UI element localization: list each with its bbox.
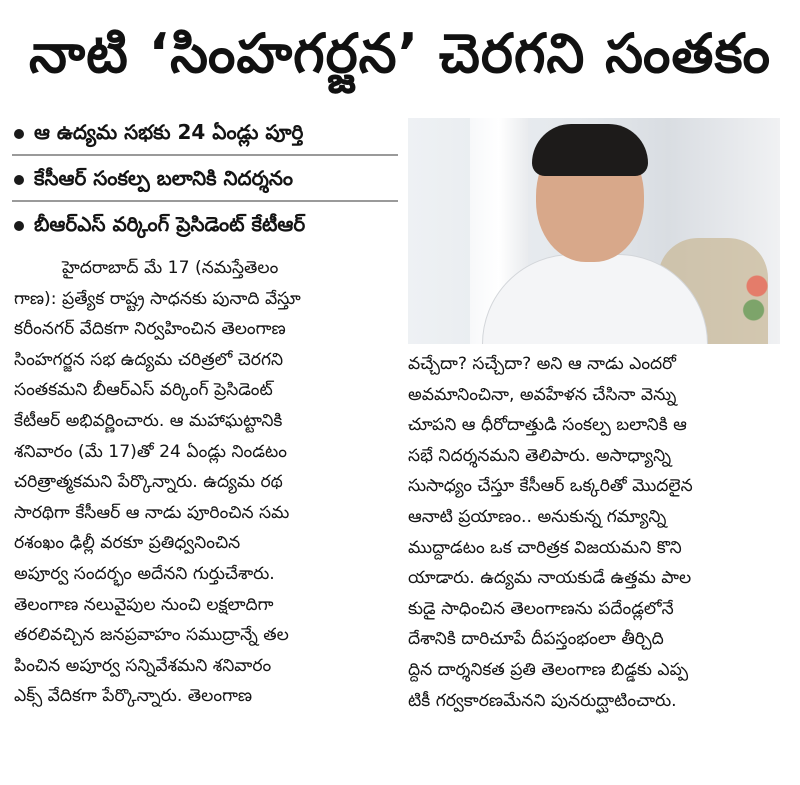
article-line: సుసాధ్యం చేస్తూ కేసీఆర్ ఒక్కరితో మొదలైన [408, 476, 693, 497]
article-line: అపూర్వ సందర్భం అదేనని గుర్తుచేశారు. [14, 563, 275, 584]
article-column-left [14, 253, 398, 712]
article-line: కేటీఆర్ అభివర్ణించారు. ఆ మహాఘట్టానికి [14, 410, 283, 431]
article-line: దేశానికి దారిచూపే దీపస్తంభంలా తీర్చిది [408, 629, 664, 650]
bullet-dot-icon [14, 175, 24, 185]
bullet-dot-icon [14, 221, 24, 231]
article-line: హైదరాబాద్ మే 17 (నమస్తేతెలం [62, 258, 279, 278]
article-line: ద్దిన దార్శనికత ప్రతి తెలంగాణ బిడ్డకు ఎప్ప [408, 659, 689, 680]
bullet-dot-icon [14, 129, 24, 139]
bullet-item [12, 160, 398, 202]
article-line: చూపని ఆ ధీరోదాత్తుడి సంకల్ప బలానికి ఆ [408, 415, 687, 436]
bullet-text: ఆ ఉద్యమ సభకు 24 ఏండ్లు పూర్తి [34, 119, 304, 144]
article-line: సంతకమని బీఆర్ఎస్ వర్కింగ్ ప్రెసిడెంట్ [14, 380, 273, 401]
article-line: ముద్దాడటం ఒక చారిత్రక విజయమని కొని [408, 537, 682, 558]
article-line: సభే నిదర్శనమని తెలిపారు. అసాధ్యాన్ని [408, 445, 672, 466]
article-line: అవమానించినా, అవహేళన చేసినా వెన్ను [408, 384, 677, 405]
article-line: టికీ గర్వకారణమేనని పునరుద్ఘాటించారు. [408, 690, 677, 711]
article-line: పించిన అపూర్వ సన్నివేశమని శనివారం [14, 655, 272, 676]
flowers-shape [740, 268, 774, 328]
portrait-photo [408, 118, 780, 344]
article-line: యాడారు. ఉద్యమ నాయకుడే ఉత్తమ పాల [408, 568, 692, 589]
headline: నాటి ‘సింహగర్జన’ చెరగని సంతకం [28, 22, 771, 85]
article-line: తరలివచ్చిన జనప్రవాహం సముద్రాన్నే తల [14, 625, 289, 646]
article-line: రశంఖం ఢిల్లీ వరకూ ప్రతిధ్వనించిన [14, 533, 241, 554]
bullet-text: బీఆర్ఎస్ వర్కింగ్ ప్రెసిడెంట్ కేటీఆర్ [34, 211, 306, 236]
article-line: శనివారం (మే 17)తో 24 ఏండ్లు నిండటం [14, 441, 287, 462]
article-line: గాణ): ప్రత్యేక రాష్ట్ర సాధనకు పునాది వేస్తూ [14, 288, 301, 309]
bullet-text: కేసీఆర్ సంకల్ప బలానికి నిదర్శనం [34, 165, 294, 190]
hair-shape [532, 124, 648, 176]
article-line: ఆనాటి ప్రయాణం.. అనుకున్న గమ్యాన్ని [408, 506, 667, 527]
bullet-item [12, 206, 398, 246]
article-column-right [408, 349, 782, 716]
article-line: వచ్చేదా? సచ్చేదా? అని ఆ నాడు ఎందరో [408, 354, 676, 374]
article-line: సింహగర్జన సభ ఉద్యమ చరిత్రలో చెరగని [14, 349, 284, 370]
article-line: తెలంగాణ నలువైపుల నుంచి లక్షలాదిగా [14, 594, 274, 615]
article-line: కరీంనగర్ వేదికగా నిర్వహించిన తెలంగాణ [14, 319, 286, 340]
article-line: చరిత్రాత్మకమని పేర్కొన్నారు. ఉద్యమ రథ [14, 472, 283, 493]
subheadline-bullets [12, 114, 398, 250]
article-line: ఎక్స్ వేదికగా పేర్కొన్నారు. తెలంగాణ [14, 686, 253, 707]
article-line: కుడై సాధించిన తెలంగాణను పదేండ్లలోనే [408, 598, 674, 619]
article-line: సారథిగా కేసీఆర్ ఆ నాడు పూరించిన సమ [14, 502, 290, 523]
bullet-item [12, 114, 398, 156]
